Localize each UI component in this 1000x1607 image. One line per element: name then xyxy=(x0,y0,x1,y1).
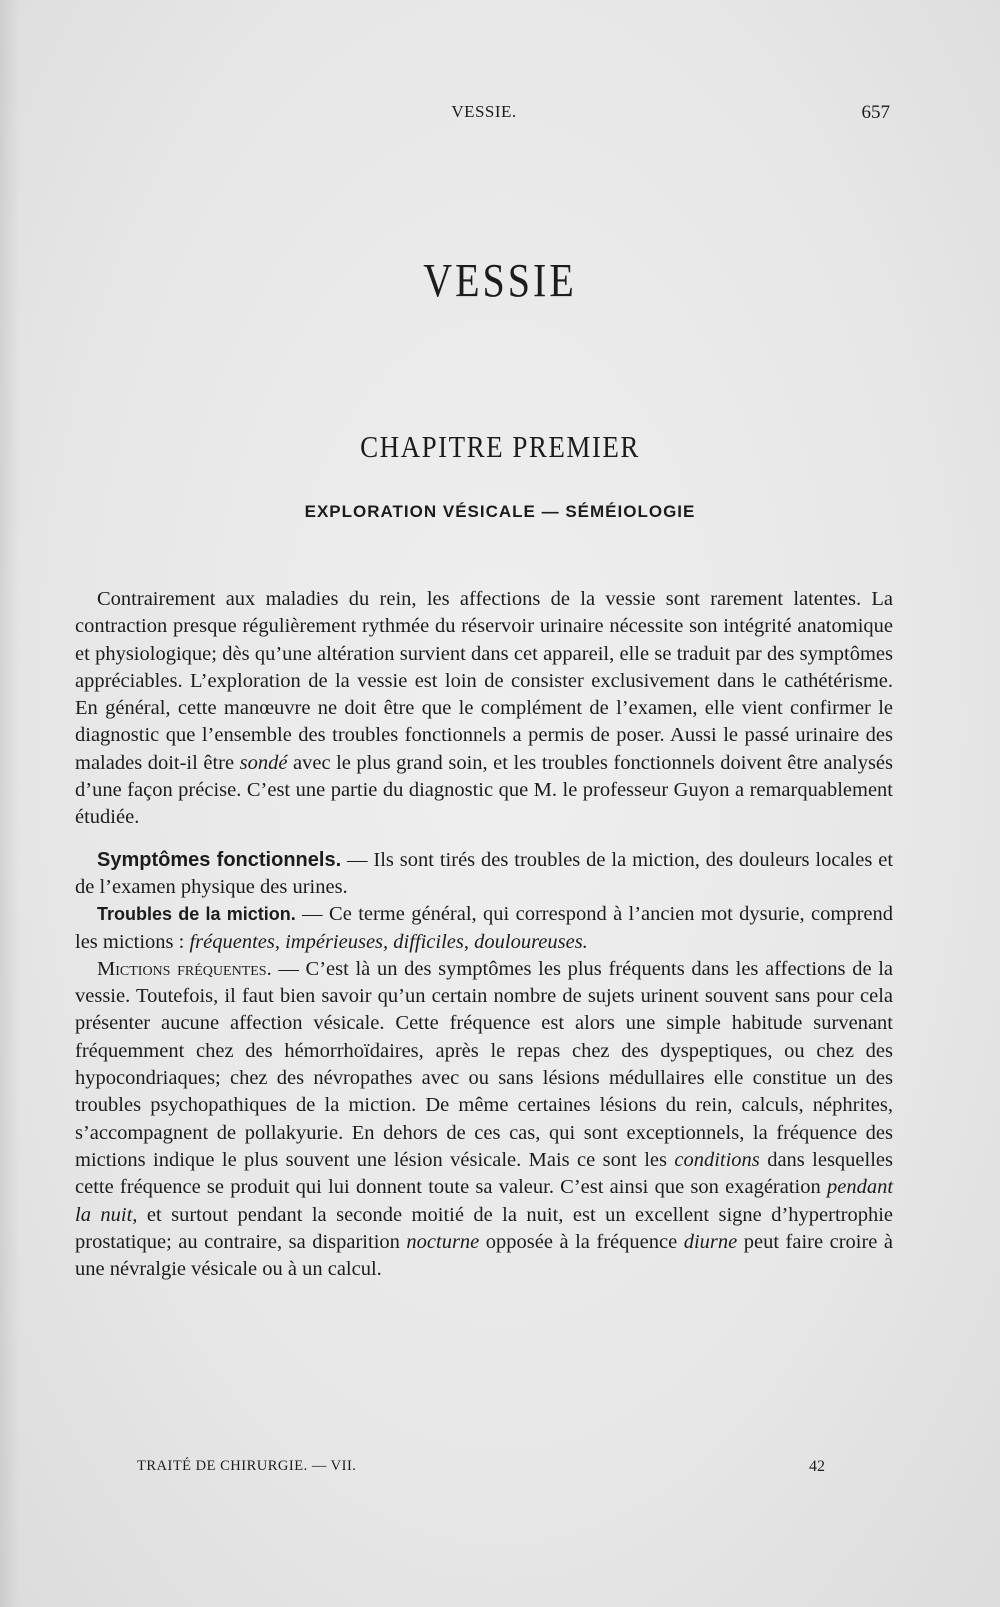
mictions-text-4: opposée à la fréquence xyxy=(485,1230,678,1253)
mictions-text-3: et surtout pendant la seconde moitié de la nuit, est un excellent signe d’hypertrophie prostatique; au contraire, sa disparition xyxy=(75,1203,894,1253)
chapter-title: CHAPITRE PREMIER xyxy=(360,430,640,464)
body-text xyxy=(75,586,893,1283)
mictions-text-1: — C’est là un des symptômes les plus fréquents dans les affections de la vessie. Toutefois, il faut bien savoir qu’un certain nombre de sujets urinent souvent sans pour cela présenter aucune affection vésicale. Cette fréquence est alors une simple habitude survenant fréquemment chez des hémorrhoïdaires, après le repas chez des dyspeptiques, ou chez des hypocondriaques; chez des névropathes avec ou sans lésions médullaires elle constitue un des troubles psychopathiques de la miction. De même certaines lésions du rein, calculs, néphrites, s’accompagnent de pollakyurie. En dehors de ces cas, qui sont exceptionnels, la fréquence des mictions indique le plus souvent une lésion vésicale. Mais ce sont les xyxy=(75,957,894,1171)
troubles-heading: Troubles de la miction. xyxy=(97,904,296,925)
troubles-text: — Ce terme général, qui correspond à l’ancien mot dysurie, comprend les mictions : xyxy=(75,903,894,953)
mictions-heading: Mictions fréquentes. xyxy=(97,957,272,980)
intro-text: Contrairement aux maladies du rein, les affections de la vessie sont rarement latentes. La contraction presque régulièrement rythmée du réservoir urinaire nécessite son intégrité anatomique et physiologique; dès qu’une altération survient dans cet appareil, elle se traduit par des symptômes appréciables. L’exploration de la vessie est loin de consister exclusivement dans le cathétérisme. En général, cette manœuvre ne doit être que le complément de l’examen, elle vient confirmer le diagnostic que l’ensemble des troubles fonctionnels a permis de poser. Aussi le passé urinaire des malades doit-il être xyxy=(75,588,893,774)
running-title: VESSIE. xyxy=(451,102,517,121)
mictions-text-2: dans lesquelles cette fréquence se produit qui lui donnent toute sa valeur. C’est ainsi que son exagération xyxy=(75,1148,893,1199)
mictions-text-5: peut faire croire à une névralgie vésicale ou à un calcul. xyxy=(75,1230,894,1281)
page-number: 657 xyxy=(861,102,890,123)
mictions-italic-2: pendant la nuit, xyxy=(75,1176,894,1226)
troubles-italic: fréquentes, impérieuses, difficiles, douloureuses. xyxy=(189,930,588,953)
mictions-italic-1: conditions xyxy=(674,1148,760,1171)
symptomes-text: — Ils sont tirés des troubles de la miction, des douleurs locales et de l’examen physique des urines. xyxy=(75,848,894,898)
mictions-italic-4: diurne xyxy=(683,1230,738,1253)
section-title: EXPLORATION VÉSICALE — SÉMÉIOLOGIE xyxy=(304,502,696,521)
footer-signature: 42 xyxy=(809,1458,825,1475)
symptomes-heading: Symptômes fonctionnels. xyxy=(97,848,342,871)
page-footer xyxy=(137,1458,825,1482)
intro-end: avec le plus grand soin, et les troubles fonctionnels doivent être analysés d’une façon précise. C’est une partie du diagnostic que M. le professeur Guyon a remarquablement étudiée. xyxy=(75,751,894,829)
paragraph-mictions xyxy=(75,956,893,1284)
part-title: VESSIE xyxy=(423,253,577,308)
paragraph-symptomes xyxy=(75,847,893,902)
intro-italic: sondé xyxy=(239,751,288,774)
running-header xyxy=(78,102,890,132)
footer-book-title: TRAITÉ DE CHIRURGIE. — VII. xyxy=(137,1458,357,1474)
paragraph-intro xyxy=(75,586,893,832)
mictions-italic-3: nocturne xyxy=(406,1230,480,1253)
paragraph-troubles xyxy=(75,901,893,956)
page-fold-shadow xyxy=(0,0,20,1607)
